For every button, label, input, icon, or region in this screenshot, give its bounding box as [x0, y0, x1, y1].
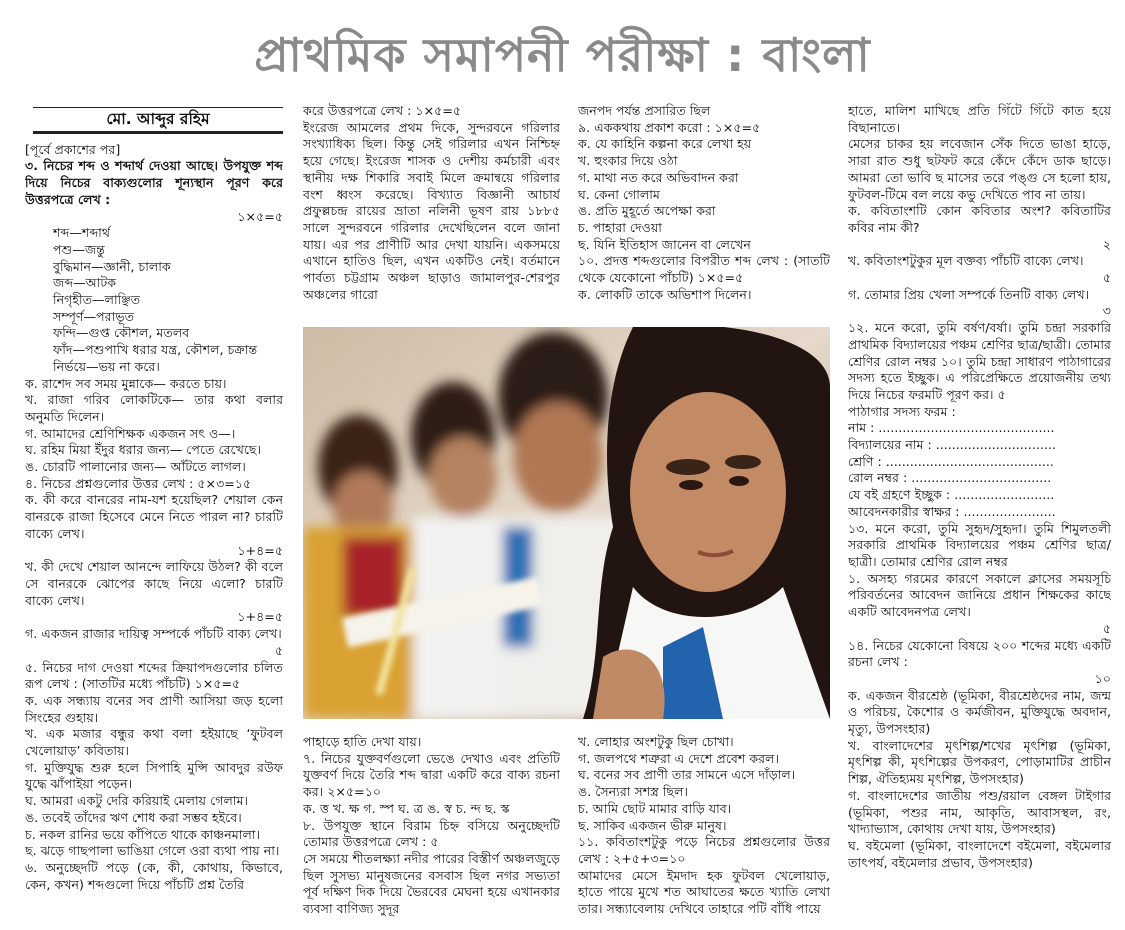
q11-poem: আমাদের মেসে ইমদাদ হক ফুটবল খেলোয়াড়, হাতে পায়ে মুখে শত আঘাতের ক্ষতে খ্যাতি লেখা তার। সন্ধ্যাবেলায় দেখিবে তাহারে পটি বাঁধি পায়ে	[578, 867, 830, 917]
column-3-bottom	[578, 734, 830, 930]
q11-marks: ২	[1102, 236, 1111, 252]
form-title: পাঠাগার সদস্য ফরম :	[848, 403, 956, 419]
form-field-roll: রোল নম্বর : ...................................	[848, 470, 1052, 486]
q5-item: গ. মুক্তিযুদ্ধ শুরু হলে সিপাহি মুন্সি আবদুর রউফ যুদ্ধে ঝাঁপাইয়া পড়েন।	[25, 759, 283, 792]
q10-item: চ. আমি ছোট মামার বাড়ি যাব।	[578, 800, 732, 816]
vocab-item: পশু—জন্তু	[53, 241, 105, 257]
q11-item: খ. কবিতাংশটুকুর মূল বক্তব্য পাঁচটি বাক্যে লেখ।	[848, 253, 1084, 269]
q3-heading: ৩. নিচের শব্দ ও শব্দার্থ দেওয়া আছে। উপযুক্ত শব্দ দিয়ে নিচের বাক্যগুলোর শূন্যস্থান পূরণ করে উত্তরপত্রে লেখ :	[25, 158, 283, 207]
q9-item: ক. যে কাহিনি কল্পনা করে লেখা হয়	[578, 136, 752, 152]
vocab-item: নিগৃহীত—লাঞ্ছিত	[53, 292, 141, 308]
fill-item: ঙ. চোরটি পালানোর জন্য— আঁটতে লাগল।	[25, 459, 246, 475]
q10-heading: ১০. প্রদত্ত শব্দগুলোর বিপরীত শব্দ লেখ : (সাতটি থেকে যেকোনো পাঁচটি) ১×৫=৫	[578, 253, 830, 286]
q4-item: ক. কী করে বানরের নাম-যশ হয়েছিল? শেয়াল কেন বানরকে রাজা হিসেবে মেনে নিতে পারল না? চারটি বাক্যে লেখ।	[25, 492, 283, 541]
q5-heading: ৫. নিচের দাগ দেওয়া শব্দের ক্রিয়াপদগুলোর চলিত রূপ লেখ : (সাতটির মধ্যে পাঁচটি) ১×৫=৫	[25, 659, 283, 692]
top-strip	[30, 0, 1100, 7]
vocab-item: শব্দ—শব্দার্থ	[53, 225, 110, 241]
q11-marks: ৫	[1102, 270, 1111, 286]
form-field-school: বিদ্যালয়ের নাম : ..............................	[848, 437, 1056, 453]
q5-item: চ. নকল রানির ভয়ে কাঁপিতে থাকে কাঞ্চনমালা।	[25, 826, 260, 842]
q14-item: ক. একজন বীরশ্রেষ্ঠ (ভূমিকা, বীরশ্রেষ্ঠদের নাম, জন্ম ও পরিচয়, কৈশোর ও কর্মজীবন, মুক্তিযুদ্ধে অবদান, মৃত্যু, উপসংহার)	[848, 687, 1111, 737]
column-4	[848, 103, 1111, 930]
prev-note: [পূর্বে প্রকাশের পর]	[25, 141, 121, 157]
q5-item: ছ. ঝড়ে গাছপালা ভাঙিয়া গেলে ওরা ব্যথা পায় না।	[25, 843, 280, 859]
fill-item: খ. রাজা গরিব লোকটিকে— তার কথা বলার অনুমতি দিলেন।	[25, 392, 283, 424]
q6-para-end: পাহাড়ে হাতি দেখা যায়।	[303, 734, 422, 749]
q8-continued: জনপদ পর্যন্ত প্রসারিত ছিল	[578, 103, 711, 118]
q13-marks: ৫	[1102, 620, 1111, 636]
q6-heading: ৬. অনুচ্ছেদটি পড়ে (কে, কী, কোথায়, কিভাবে, কেন, কখন) শব্দগুলো দিয়ে পাঁচটি প্রশ্ন তৈরি	[25, 859, 283, 892]
q13-heading: ১৩. মনে করো, তুমি সুহৃদ/সুহৃদা। তুমি শিমুলতলী সরকারি প্রাথমিক বিদ্যালয়ের পঞ্চম শ্রেণির ছাত্র/ছাত্রী। তোমার শ্রেণির রোল নম্বর	[848, 520, 1111, 569]
q10-item: ঘ. বনের সব প্রাণী তার সামনে এসে দাঁড়াল।	[578, 767, 796, 783]
column-2-bottom	[303, 734, 560, 930]
q9-item: চ. পাহারা দেওয়া	[578, 219, 662, 235]
q14-item: গ. বাংলাদেশের জাতীয় পশু/রয়াল বেঙ্গল টাইগার (ভূমিকা, পশুর নাম, আকৃতি, আবাসস্থল, রং, খাদ্যাভ্যাস, কোথায় দেখা যায়, উপসংহার)	[848, 787, 1111, 837]
q11-marks: ৩	[1102, 303, 1111, 319]
fill-item: গ. আমাদের শ্রেণিশিক্ষক একজন সৎ ও—।	[25, 425, 236, 441]
vocab-item: বুদ্ধিমান—জ্ঞানী, চালাক	[53, 258, 171, 274]
q9-item: ঘ. কেনা গোলাম	[578, 186, 660, 202]
q7-heading: ৭. নিচের যুক্তবর্ণগুলো ভেঙে দেখাও এবং প্রতিটি যুক্তবর্ণ দিয়ে তৈরি শব্দ দ্বারা একটি করে বাক্য রচনা কর। ২×৫=১০	[303, 750, 560, 800]
q5-item: খ. এক মজার বন্ধুর কথা বলা হইয়াছে ‘ফুটবল খেলোয়াড়’ কবিতায়।	[25, 726, 283, 759]
q9-item: ছ. যিনি ইতিহাস জানেন বা লেখেন	[578, 236, 751, 252]
fill-item: ঘ. রহিম মিয়া ইঁদুর ধরার জন্য— পেতে রেখেছে।	[25, 442, 262, 458]
q14-heading: ১৪. নিচের যেকোনো বিষয়ে ২০০ শব্দের মধ্যে একটি রচনা লেখ :	[848, 637, 1111, 670]
q10-item: খ. লোহার অংশটুকু ছিল চোখা।	[578, 734, 734, 749]
page-headline: প্রাথমিক সমাপনী পরীক্ষা : বাংলা	[254, 28, 871, 82]
column-3-top	[578, 103, 830, 325]
q9-item: গ. মাথা নত করে অভিবাদন করা	[578, 169, 739, 185]
q13-item: ১. অসহ্য গরমের কারণে সকালে ক্লাসের সময়সূচি পরিবর্তনের আবেদন জানিয়ে প্রধান শিক্ষকের কাছে একটি আবেদনপত্র লেখ।	[848, 570, 1111, 620]
q9-item: খ. হুংকার দিয়ে ওঠা	[578, 153, 678, 169]
vocab-item: সম্পূর্ণ—পরাভূত	[53, 308, 135, 324]
photo-illustration	[303, 327, 830, 719]
q4-item: গ. একজন রাজার দায়িত্ব সম্পর্কে পাঁচটি বাক্য লেখ।	[25, 626, 282, 642]
form-field-signature: আবেদনকারীর স্বাক্ষর : .......................	[848, 503, 1056, 519]
q14-marks: ১০	[1094, 670, 1111, 686]
q5-item: ঙ. তবেই তাঁদের ঋণ শোধ করা সম্ভব হইবে।	[25, 809, 242, 825]
q12-heading: ১২. মনে করো, তুমি বর্ষণ/বর্ষা। তুমি চন্দ্রা সরকারি প্রাথমিক বিদ্যালয়ের পঞ্চম শ্রেণির ছাত্র/ছাত্রী। তোমার শ্রেণির রোল নম্বর ১০। তুমি চন্দ্রা সাধারণ পাঠাগারের সদস্য হতে ইচ্ছুক। এ পরিপ্রেক্ষিতে প্রয়োজনীয় তথ্য দিয়ে নিচের ফরমটি পূরণ কর। ৫	[848, 320, 1111, 402]
vocab-item: ফাঁদ—পশুপাখি ধরার যন্ত্র, কৌশল, চক্রান্ত	[53, 342, 258, 358]
q10-item: ক. লোকটি তাকে অভিশাপ দিলেন।	[578, 286, 752, 302]
q10-item: ছ. সাকিব একজন ভীরু মানুষ।	[578, 817, 727, 833]
q9-item: ঙ. প্রতি মুহূর্তে অপেক্ষা করা	[578, 203, 716, 219]
q10-item: ঙ. সৈন্যরা সশস্ত্র ছিল।	[578, 784, 688, 800]
q3-marks: ১×৫=৫	[237, 208, 283, 224]
q5-item: ঘ. আমরা একটু দেরি করিয়াই মেলায় গেলাম।	[25, 793, 248, 809]
q4-heading: ৪. নিচের প্রশ্নগুলোর উত্তর লেখ : ৫×৩=১৫	[25, 475, 252, 491]
q8-paragraph: সে সময়ে শীতলক্ষ্যা নদীর পারের বিস্তীর্ণ অঞ্চলজুড়ে ছিল সুসভ্য মানুষজনের বসবাস ছিল নগর সভ্যতা পূর্ব দক্ষিণ দিক দিয়ে ভৈরবের মেঘনা হয়ে এখানকার ব্যবসা বাণিজ্য সুদূর	[303, 850, 560, 917]
q11-heading: ১১. কবিতাংশটুকু পড়ে নিচের প্রশ্নগুলোর উত্তর লেখ : ২+৫+৩=১০	[578, 834, 830, 866]
q6-paragraph: ইংরেজ আমলের প্রথম দিকে, সুন্দরবনে গরিলার সংখ্যাধিক্য ছিল। কিন্তু সেই গরিলার এখন নিশ্চিহ্ন হয়ে গেছে। ইংরেজ শাসক ও দেশীয় কর্মচারী এবং স্থানীয় দক্ষ শিকারি সবাই মিলে ক্রমান্বয়ে গরিলার বংশ ধ্বংস করেছে। বিখ্যাত বিজ্ঞানী আচার্য প্রফুল্লচন্দ্র রায়ের ভ্রাতা নলিনী ভূষণ রায় ১৮৮৫ সালে সুন্দরবনে গরিলার দেখেছিলেন বলে জানা যায়। এর পর প্রাণীটি আর দেখা যায়নি। একসময়ে এখানে হাতিও ছিল, এখন একটিও নেই। বর্তমানে পার্বত্য চট্টগ্রাম অঞ্চল ছাড়াও জামালপুর-শেরপুর অঞ্চলের গারো	[303, 119, 560, 302]
q5-item: ক. এক সন্ধ্যায় বনের সব প্রাণী আসিয়া জড় হলো সিংহের গুহায়।	[25, 692, 283, 725]
q9-heading: ৯. এককথায় প্রকাশ করো : ১×৫=৫	[578, 119, 761, 135]
q4-item: খ. কী দেখে শেয়াল আনন্দে লাফিয়ে উঠল? কী বলে সে বানরকে ঝোপের কাছে নিয়ে এলো? চারটি বাক্যে লেখ।	[25, 559, 283, 608]
author-byline: মো. আব্দুর রহিম	[33, 107, 283, 134]
form-field-class: শ্রেণি : ..........................................	[848, 453, 1054, 469]
q4-marks: ৫	[274, 642, 283, 658]
poem-stanza: মেসের চাকর হয় লবেজান সেঁক দিতে ভাঙা হাড়ে, সারা রাত শুধু ছটফট করে কেঁদে কেঁদে ডাক ছাড়ে। আমরা তো ভাবি ছ মাসের তরে পঙ্গু সে হলো হায়, ফুটবল-টিমে বল লয়ে কভু দেখিতে পাব না তায়।	[848, 136, 1111, 202]
students-exam-photo	[303, 327, 830, 719]
vocab-item: নির্ভয়ে—ভয় না করে।	[53, 358, 160, 374]
column-2-top	[303, 103, 560, 325]
q11-item: ক. কবিতাংশটি কোন কবিতার অংশ? কবিতাটির কবির নাম কী?	[848, 203, 1111, 235]
vocab-item: ফন্দি—গুপ্ত কৌশল, মতলব	[53, 325, 190, 341]
fill-item: ক. রাশেদ সব সময় মুন্নাকে— করতে চায়।	[25, 375, 227, 391]
q8-heading: ৮. উপযুক্ত স্থানে বিরাম চিহ্ন বসিয়ে অনুচ্ছেদটি তোমার উত্তরপত্রে লেখ : ৫	[303, 817, 560, 850]
form-field-book: যে বই গ্রহণে ইচ্ছুক : .........................	[848, 487, 1055, 503]
vocab-item: জব্দ—আটক	[53, 275, 117, 291]
q6-continued: করে উত্তরপত্রে লেখ : ১×৫=৫	[303, 103, 462, 118]
q7-items: ক. ত্ত খ. ক্ষ গ. স্প ঘ. ত্র ঙ. স্ব চ. ন্দ ছ. স্ক	[303, 800, 510, 816]
q10-item: গ. জলপথে শত্রুরা এ দেশে প্রবেশ করল।	[578, 750, 779, 766]
form-field-name: নাম : ............................................	[848, 420, 1055, 436]
q11-item: গ. তোমার প্রিয় খেলা সম্পর্কে তিনটি বাক্য লেখ।	[848, 286, 1090, 302]
q4-marks: ১+৪=৫	[237, 609, 283, 625]
poem-continued: হাতে, মালিশ মাখিছে প্রতি গিঁটে গিঁটে কাত হয়ে বিছানাতে।	[848, 103, 1111, 135]
q14-item: ঘ. বইমেলা (ভূমিকা, বাংলাদেশে বইমেলা, বইমেলার তাৎপর্য, বইমেলার প্রভাব, উপসংহার)	[848, 837, 1111, 870]
q14-item: খ. বাংলাদেশের মৃৎশিল্প/শখের মৃৎশিল্প (ভূমিকা, মৃৎশিল্প কী, মৃৎশিল্পের উপকরণ, পোড়ামাটির প্রাচীন শিল্প, ঐতিহ্যময় মৃৎশিল্প, উপসংহার)	[848, 737, 1111, 787]
column-1	[25, 103, 283, 930]
q4-marks: ১+৪=৫	[237, 542, 283, 558]
